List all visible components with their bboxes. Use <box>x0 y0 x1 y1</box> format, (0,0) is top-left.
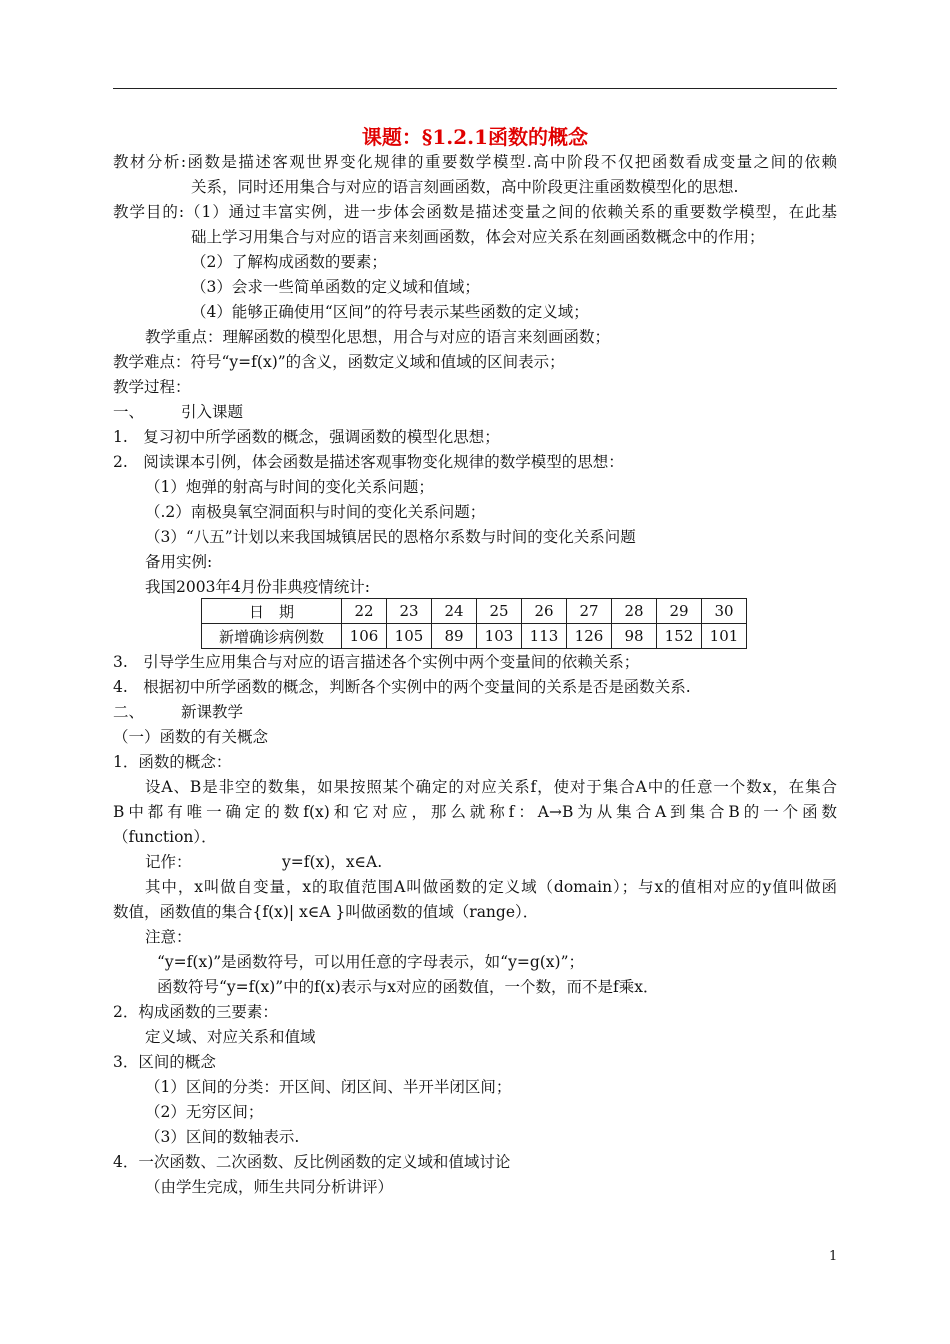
notation-expression: y=f(x)，x∈A. <box>282 853 383 871</box>
stat-caption: 我国2003年4月份非典疫情统计: <box>145 578 371 596</box>
concept1-line-2: B中都有唯一确定的数f(x)和它对应，那么就称f：A→B为从集合A到集合B的一个函数 <box>113 803 837 821</box>
section2-heading-text: 新课教学 <box>181 703 244 721</box>
page-number: 1 <box>829 1249 838 1264</box>
concept2-title: 2．构成函数的三要素： <box>113 1003 278 1021</box>
section2-sub-heading: （一）函数的有关概念 <box>113 728 269 746</box>
table-cell-date: 30 <box>702 599 747 624</box>
key-point: 教学重点：理解函数的模型化思想，用合与对应的语言来刻画函数； <box>145 328 611 346</box>
concept4-title: 4．一次函数、二次函数、反比例函数的定义域和值域讨论 <box>113 1153 511 1171</box>
table-cell-cases: 152 <box>657 624 702 649</box>
section1-sub-2: （.2）南极臭氧空洞面积与时间的变化关系问题； <box>145 503 486 521</box>
section2-heading-number: 二、 <box>113 703 145 721</box>
table-cell-cases: 105 <box>387 624 432 649</box>
concept1-line-1: 设A、B是非空的数集，如果按照某个确定的对应关系f，使对于集合A中的任意一个数x，在集合 <box>145 778 837 796</box>
table-row-label: 日 期 <box>202 599 342 624</box>
table-cell-cases: 103 <box>477 624 522 649</box>
concept2-body: 定义域、对应关系和值域 <box>145 1028 316 1046</box>
section1-item-1: 1. 复习初中所学函数的概念，强调函数的模型化思想； <box>113 428 500 446</box>
section1-item-2: 2. 阅读课本引例，体会函数是描述客观事物变化规律的数学模型的思想： <box>113 453 624 471</box>
table-cell-date: 28 <box>612 599 657 624</box>
table-cell-date: 29 <box>657 599 702 624</box>
table-cell-date: 23 <box>387 599 432 624</box>
header-rule <box>113 88 837 89</box>
section1-sub-3: （3）“八五”计划以来我国城镇居民的恩格尔系数与时间的变化关系问题 <box>145 528 636 546</box>
backup-label: 备用实例: <box>145 553 213 571</box>
difficulty: 教学难点：符号“y=f(x)”的含义，函数定义域和值域的区间表示； <box>113 353 565 371</box>
section1-item-4: 4. 根据初中所学函数的概念，判断各个实例中的两个变量间的关系是否是函数关系. <box>113 678 691 696</box>
table-cell-date: 22 <box>342 599 387 624</box>
goals-item-4: （4）能够正确使用“区间”的符号表示某些函数的定义域； <box>191 303 589 321</box>
page-title: 课题：§1.2.1函数的概念 <box>361 125 589 149</box>
concept1-title: 1．函数的概念： <box>113 753 232 771</box>
section1-sub-1: （1）炮弹的射高与时间的变化关系问题； <box>145 478 434 496</box>
concept3-sub-3: （3）区间的数轴表示. <box>145 1128 300 1146</box>
section1-heading-number: 一、 <box>113 403 145 421</box>
table-cell-cases: 101 <box>702 624 747 649</box>
process-label: 教学过程： <box>113 378 191 396</box>
notation-label: 记作： <box>145 853 192 871</box>
table-cell-date: 26 <box>522 599 567 624</box>
concept3-sub-1: （1）区间的分类：开区间、闭区间、半开半闭区间； <box>145 1078 512 1096</box>
table-cell-date: 24 <box>432 599 477 624</box>
concept3-sub-2: （2）无穷区间； <box>145 1103 264 1121</box>
note-2: 函数符号“y=f(x)”中的f(x)表示与x对应的函数值，一个数，而不是f乘x． <box>157 978 659 996</box>
table-cell-cases: 106 <box>342 624 387 649</box>
table-row-label: 新增确诊病例数 <box>202 624 342 649</box>
goals-item-2: （2）了解构成函数的要素； <box>191 253 387 271</box>
section1-item-3: 3. 引导学生应用集合与对应的语言描述各个实例中两个变量间的依赖关系； <box>113 653 640 671</box>
table-cell-cases: 126 <box>567 624 612 649</box>
table-cell-date: 25 <box>477 599 522 624</box>
table-cell-cases: 98 <box>612 624 657 649</box>
goals-line-2: 础上学习用集合与对应的语言来刻画函数，体会对应关系在刻画函数概念中的作用； <box>191 228 765 246</box>
concept1-line-3: （function）． <box>113 828 217 846</box>
concept3-title: 3．区间的概念 <box>113 1053 216 1071</box>
concept1-line-5: 数值，函数值的集合{f(x)| x∈A }叫做函数的值域（range）． <box>113 903 539 921</box>
goals-line-1: 教学目的:（1）通过丰富实例，进一步体会函数是描述变量之间的依赖关系的重要数学模型，在此基 <box>113 203 837 221</box>
section1-heading-text: 引入课题 <box>181 403 244 421</box>
analysis-line-2: 关系，同时还用集合与对应的语言刻画函数，高中阶段更注重函数模型化的思想. <box>191 178 739 196</box>
table-row-dates <box>202 599 747 624</box>
concept1-line-4: 其中，x叫做自变量，x的取值范围A叫做函数的定义域（domain）；与x的值相对应的y值叫做函 <box>145 878 837 896</box>
analysis-line-1: 教材分析:函数是描述客观世界变化规律的重要数学模型.高中阶段不仅把函数看成变量之间的依赖 <box>113 153 837 171</box>
concept4-body: （由学生完成，师生共同分析讲评） <box>145 1178 394 1196</box>
goals-item-3: （3）会求一些简单函数的定义域和值域； <box>191 278 480 296</box>
table-cell-cases: 113 <box>522 624 567 649</box>
table-cell-date: 27 <box>567 599 612 624</box>
note-1: “y=f(x)”是函数符号，可以用任意的字母表示，如“y=g(x)”； <box>157 953 585 971</box>
table-row-cases <box>202 624 747 649</box>
note-label: 注意： <box>145 928 192 946</box>
sars-stats-table <box>201 598 747 649</box>
table-cell-cases: 89 <box>432 624 477 649</box>
